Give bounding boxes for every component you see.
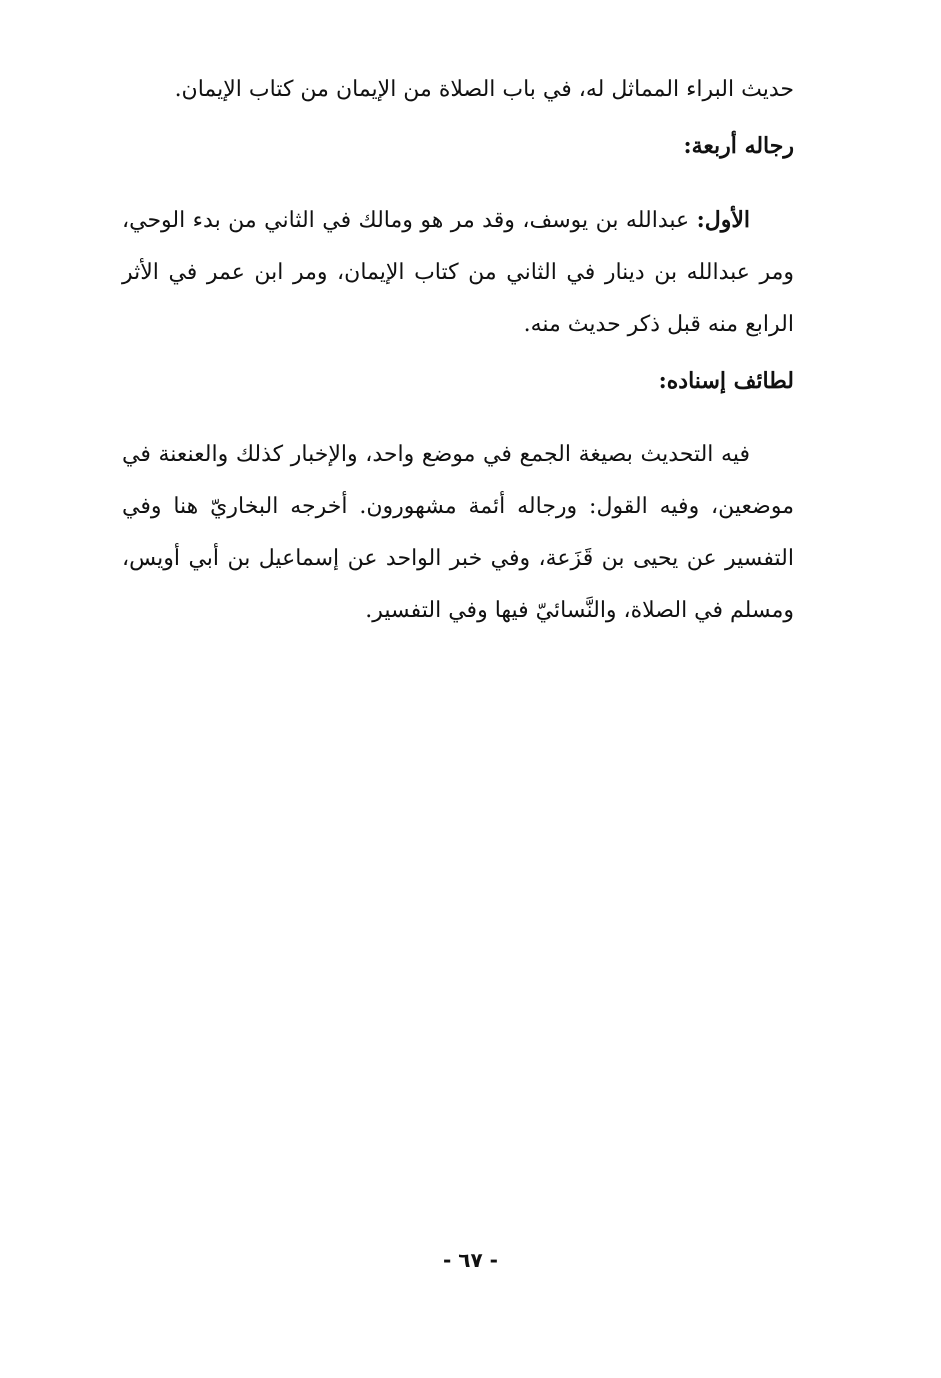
narrators-paragraph [122, 194, 794, 351]
page-number: - ٦٧ - [443, 1248, 498, 1272]
text-column [122, 64, 794, 637]
narrators-lead: الأول: [696, 207, 750, 233]
heading-chain-subtleties: لطائف إسناده: [658, 368, 794, 394]
narrators-text: عبدالله بن يوسف، وقد مر هو ومالك في الثاني من بدء الوحي، ومر عبدالله بن دينار في الثاني من كتاب الإيمان، ومر ابن عمر في الأثر الرابع منه قبل ذكر حديث منه. [122, 208, 794, 337]
intro-paragraph: حديث البراء المماثل له، في باب الصلاة من الإيمان من كتاب الإيمان. [174, 77, 794, 102]
heading-narrators: رجاله أربعة: [683, 133, 794, 159]
chain-paragraph: فيه التحديث بصيغة الجمع في موضع واحد، والإخبار كذلك والعنعنة في موضعين، وفيه القول: ورجاله أئمة مشهورون. أخرجه البخاريّ هنا وفي التفسير عن يحيى بن قَزَعة، وفي خبر الواحد عن إسماعيل بن أبي أويس، ومسلم في الصلاة، والنَّسائيّ فيها وفي التفسير. [122, 442, 794, 623]
